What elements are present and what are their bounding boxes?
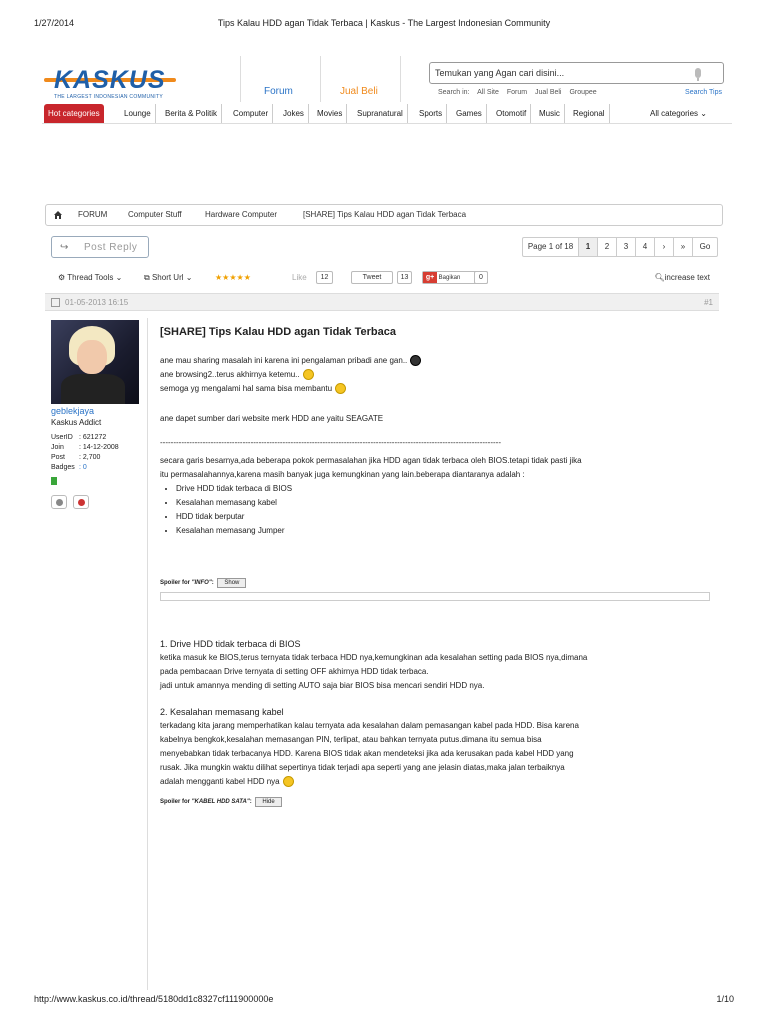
logo-tagline: THE LARGEST INDONESIAN COMMUNITY [54, 94, 163, 100]
report-button[interactable] [73, 495, 89, 509]
section-2-text: kabelnya bengkok,kesalahan memasangan PIN, terlipat, atau bahkan ternyata putus.dimana itu semua bisa [160, 735, 542, 744]
cat-lounge[interactable]: Lounge [120, 104, 156, 123]
section-1-title: 1. Drive HDD tidak terbaca di BIOS [160, 639, 301, 649]
increase-text-label: increase text [664, 273, 710, 282]
search-tips-link[interactable]: Search Tips [685, 89, 722, 96]
section-2-text: terkadang kita jarang memperhatikan kalau ternyata ada kesalahan dalam pemasangan kabel pada HDD. Bisa karena [160, 721, 579, 730]
cat-jokes[interactable]: Jokes [279, 104, 309, 123]
post-header [45, 293, 719, 311]
cat-music[interactable]: Music [535, 104, 565, 123]
stat-value-badges[interactable]: : 0 [79, 464, 87, 471]
cat-regional[interactable]: Regional [569, 104, 610, 123]
pagination [522, 237, 718, 257]
logo-text: KASKUS [54, 66, 166, 94]
breadcrumb [45, 204, 723, 226]
print-url: http://www.kaskus.co.id/thread/5180dd1c8327cf111900000e [34, 994, 274, 1004]
user-rank: Kaskus Addict [51, 418, 102, 427]
gear-icon: ⚙ [58, 273, 66, 282]
user-actions [51, 495, 147, 509]
user-stats [51, 433, 147, 473]
reply-arrow-icon: ↪ [60, 242, 69, 253]
search-input[interactable] [429, 62, 724, 84]
spoiler-label: Spoiler for [160, 799, 192, 805]
print-page-number: 1/10 [716, 994, 734, 1004]
post-date: 01-05-2013 16:15 [65, 298, 129, 307]
stat-value: : 14-12-2008 [79, 444, 119, 451]
cat-computer[interactable]: Computer [229, 104, 273, 123]
spoiler-box [160, 592, 710, 601]
post-intro: secara garis besarnya,ada beberapa pokok permasalahan jika HDD agan tidak terbaca oleh BIOS.tetapi tidak pasti jika [160, 456, 582, 465]
section-2-title: 2. Kesalahan memasang kabel [160, 707, 284, 717]
spoiler-name: "KABEL HDD SATA" [191, 799, 250, 805]
breadcrumb-hardware-computer[interactable]: Hardware Computer [205, 210, 278, 219]
divider [400, 56, 401, 102]
tweet-button[interactable]: Tweet [351, 271, 393, 284]
post-reply-label: Post Reply [84, 242, 138, 253]
list-item: • Kesalahan memasang Jumper [176, 524, 715, 538]
short-url-label: Short Url [151, 273, 184, 282]
avatar-face [77, 340, 107, 374]
avatar-body [61, 374, 125, 404]
stat-key: Badges [51, 464, 75, 471]
section-2-text: menyebabkan tidak terbacanya HDD. Karena BIOS tidak akan mendeteksi jika ada kerusakan pada kabel HDD yang [160, 749, 574, 758]
username[interactable]: geblekjaya [51, 406, 95, 416]
tweet-count: 13 [397, 271, 412, 284]
profile-button[interactable] [51, 495, 67, 509]
short-url-menu[interactable]: ⧉ Short Url ⌄ [144, 273, 193, 282]
increase-text-button[interactable] [654, 273, 710, 282]
search-in-allsite[interactable]: All Site [477, 89, 499, 96]
chevron-down-icon: ⌄ [700, 109, 707, 118]
rating-stars[interactable]: ★★★★★ [215, 273, 251, 282]
list-item: • Drive HDD tidak terbaca di BIOS [176, 482, 715, 496]
list-item: • HDD tidak berputar [176, 510, 715, 524]
issue-list [176, 482, 715, 538]
thread-toolbar [58, 270, 718, 286]
cat-sports[interactable]: Sports [415, 104, 447, 123]
last-page-button[interactable]: » [674, 238, 693, 256]
stat-value: : 621272 [79, 434, 107, 441]
kaskus-logo[interactable] [44, 66, 184, 102]
spoiler-show-button[interactable]: Show [217, 578, 246, 588]
user-sidebar [51, 320, 147, 509]
like-count: 12 [316, 271, 333, 284]
post-line: semoga yg mengalami hal sama bisa membantu [160, 384, 333, 393]
cat-supranatural[interactable]: Supranatural [353, 104, 408, 123]
post-number[interactable]: #1 [704, 298, 713, 307]
list-item: • Kesalahan memasang kabel [176, 496, 715, 510]
profile-icon [56, 499, 63, 506]
tab-forum[interactable]: Forum [264, 86, 293, 97]
print-footer [34, 994, 734, 1006]
section-1-text: jadi untuk amannya mending di setting AUTO saja biar BIOS bisa mencari sendiri HDD nya. [160, 681, 485, 690]
post-title: [SHARE] Tips Kalau HDD agan Tidak Terbaca [160, 326, 396, 338]
spoiler-kabel: Spoiler for "KABEL HDD SATA": Hide [160, 797, 715, 807]
reputation-bar [51, 477, 57, 485]
breadcrumb-forum[interactable]: FORUM [78, 210, 108, 219]
search-in-forum[interactable]: Forum [506, 89, 528, 96]
search-in-groupee[interactable]: Groupee [569, 89, 597, 96]
next-page-button[interactable]: › [655, 238, 674, 256]
print-header [34, 18, 734, 30]
cat-games[interactable]: Games [452, 104, 487, 123]
stat-value: : 2,700 [79, 454, 101, 461]
spoiler-name: "INFO" [191, 580, 212, 586]
spoiler-label: Spoiler for [160, 580, 192, 586]
category-bar [42, 104, 732, 124]
section-2-text: rusak. Jika mungkin waktu dilihat sepertinya tidak terjadi apa seperti yang ane jelasin diatas,maka jalan terbaiknya [160, 763, 565, 772]
stat-key: Join [51, 444, 64, 451]
like-button[interactable]: Like [292, 273, 307, 282]
page-2[interactable]: 2 [598, 238, 617, 256]
breadcrumb-thread: [SHARE] Tips Kalau HDD agan Tidak Terbaca [303, 210, 467, 219]
section-1-text: pada pembacaan Drive ternyata di setting OFF akhirnya HDD tidak terbaca. [160, 667, 429, 676]
grin-emoticon-icon [303, 369, 314, 380]
print-date: 1/27/2014 [34, 18, 75, 28]
page-3[interactable]: 3 [617, 238, 636, 256]
search-placeholder: Temukan yang Agan cari disini... [435, 68, 565, 78]
top-header [42, 56, 732, 104]
home-icon[interactable] [53, 210, 63, 220]
post-intro: itu permasalahannya,karena masih banyak juga kemungkinan yang lain.beberapa diantaranya adalah : [160, 470, 525, 479]
divider [320, 56, 321, 102]
gplus-count: 0 [474, 271, 488, 284]
page-indicator: Page 1 of 18 [523, 238, 579, 256]
section-1-text: ketika masuk ke BIOS,terus ternyata tidak terbaca HDD nya,kemungkinan ada kesalahan setting pada BIOS nya,dimana [160, 653, 588, 662]
google-plus-icon: g+ [423, 272, 437, 283]
cat-hot-categories[interactable]: Hot categories [44, 104, 104, 123]
link-icon: ⧉ [144, 273, 150, 282]
section-2-text: adalah mengganti kabel HDD nya [160, 777, 280, 786]
search-in-jualbeli[interactable]: Jual Beli [535, 89, 562, 96]
divider [240, 56, 241, 102]
report-icon [78, 499, 85, 506]
cat-all-categories[interactable] [646, 104, 711, 123]
spoiler-hide-button[interactable]: Hide [255, 797, 281, 807]
print-title: Tips Kalau HDD agan Tidak Terbaca | Kaskus - The Largest Indonesian Community [217, 18, 551, 28]
thread-tools-menu[interactable]: ⚙ Thread Tools ⌄ [58, 273, 123, 282]
post-line: ane browsing2..terus akhirnya ketemu.. [160, 370, 300, 379]
stat-key: UserID [51, 434, 73, 441]
search-in-options [438, 89, 603, 96]
search-in-label: Search in: [438, 89, 470, 96]
tab-jual-beli[interactable]: Jual Beli [340, 86, 378, 97]
grin-emoticon-icon [283, 776, 294, 787]
cat-berita-politik[interactable]: Berita & Politik [161, 104, 222, 123]
thread-tools-label: Thread Tools [67, 273, 114, 282]
all-categories-label: All categories [650, 109, 699, 118]
bomb-emoticon-icon [410, 355, 421, 366]
post-source-line: ane dapet sumber dari website merk HDD ane yaitu SEAGATE [160, 414, 384, 423]
page-1[interactable]: 1 [579, 238, 598, 256]
post-content [160, 326, 715, 807]
post-line: ane mau sharing masalah ini karena ini pengalaman pribadi ane gan.. [160, 356, 408, 365]
spoiler-info: Spoiler for "INFO": Show [160, 578, 715, 588]
separator-dashes: -------------------------------------------------------------------------------------------------------------------------------- [160, 438, 501, 447]
breadcrumb-computer-stuff[interactable]: Computer Stuff [128, 210, 182, 219]
zoom-icon: 🔍︎ [654, 273, 665, 282]
tongue-emoticon-icon [335, 383, 346, 394]
cat-movies[interactable]: Movies [313, 104, 347, 123]
post-reply-button[interactable] [51, 236, 149, 258]
avatar[interactable] [51, 320, 139, 404]
column-divider [147, 318, 148, 990]
page-4[interactable]: 4 [636, 238, 655, 256]
cat-otomotif[interactable]: Otomotif [492, 104, 531, 123]
microphone-icon[interactable] [695, 68, 701, 78]
post-checkbox-icon [51, 298, 60, 307]
stat-key: Post [51, 454, 66, 461]
gplus-label: Bagikan [438, 275, 461, 281]
go-button[interactable]: Go [699, 242, 711, 251]
